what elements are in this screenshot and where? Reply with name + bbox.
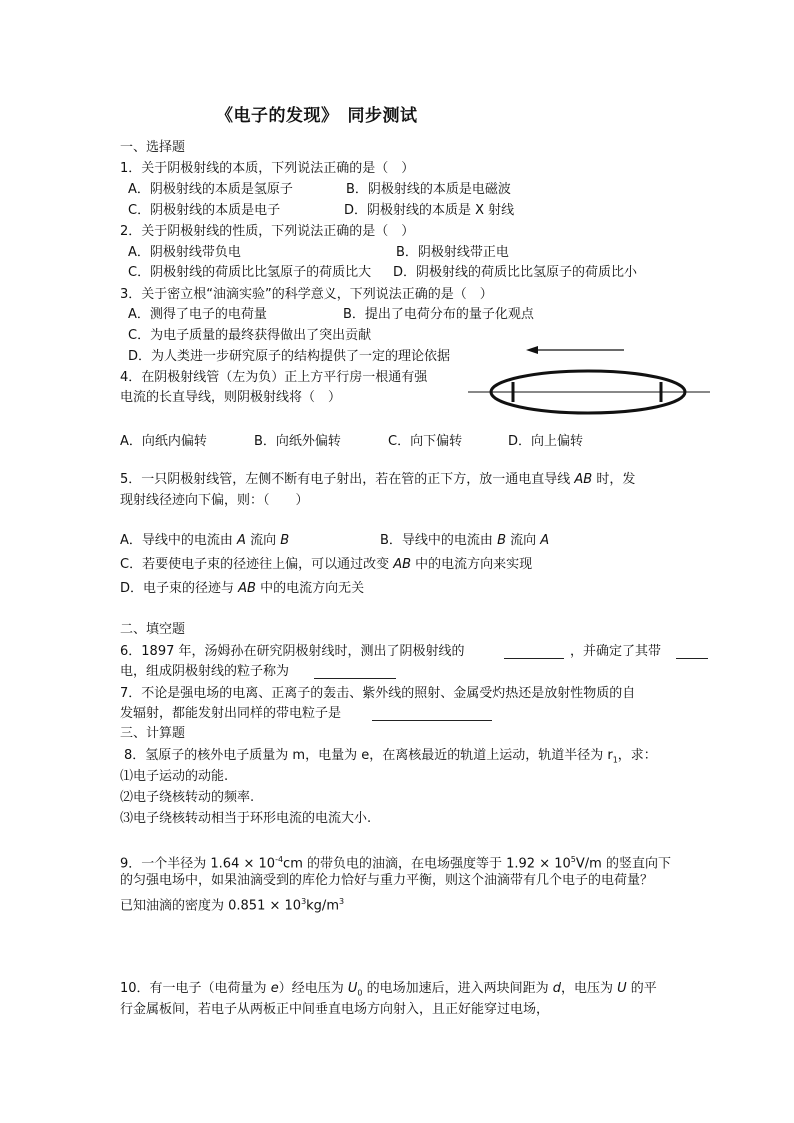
q9-text: V/m 的竖直向下 xyxy=(575,856,671,872)
q10-text: ）经电压为 xyxy=(278,981,348,996)
q10-text: 10．有一电子（电荷量为 xyxy=(120,981,271,996)
q5-d-text: 中的电流方向无关 xyxy=(255,581,365,596)
q5-option-b[interactable] xyxy=(380,531,549,551)
q10-line2: 行金属板间，若电子从两板正中间垂直电场方向射入，且正好能穿过电场， xyxy=(120,1002,550,1017)
q1-option-c[interactable]: C．阴极射线的本质是电子 xyxy=(128,203,281,218)
q5-b-from: B xyxy=(497,533,506,548)
q2-option-c[interactable]: C．阴极射线的荷质比比氢原子的荷质比大 xyxy=(128,265,372,280)
q1-option-a[interactable]: A．阴极射线的本质是氢原子 xyxy=(128,182,293,197)
q5-a-text: 流向 xyxy=(245,533,281,548)
q7-line2: 发辐射，都能发射出同样的带电粒子是 xyxy=(120,706,342,721)
q4-option-d[interactable]: D．向上偏转 xyxy=(508,434,584,449)
section-heading-choice: 一、选择题 xyxy=(120,140,186,155)
q1-option-b[interactable]: B．阴极射线的本质是电磁波 xyxy=(346,182,511,197)
q10-text: 的平 xyxy=(626,981,657,996)
q10-text: ，电压为 xyxy=(560,981,618,996)
q5-stem-line2: 现射线径迹向下偏，则：（ ） xyxy=(120,493,309,508)
q5-a-from: A xyxy=(237,533,246,548)
q2-option-b[interactable]: B．阴极射线带正电 xyxy=(396,245,509,260)
section-heading-fill: 二、填空题 xyxy=(120,622,186,637)
q3-option-c[interactable]: C．为电子质量的最终获得做出了突出贡献 xyxy=(128,328,372,343)
q9-exponent: 3 xyxy=(338,897,345,906)
q5-a-to: B xyxy=(280,533,290,548)
q10-symbol: U xyxy=(347,981,358,996)
q8-stem-text: 8．氢原子的核外电子质量为 m，电量为 e，在离核最近的轨道上运动，轨道半径为 r xyxy=(124,748,613,763)
q5-c-text: C．若要使电子束的径迹往上偏，可以通过改变 xyxy=(120,557,394,572)
q6-line1-text: 6．1897 年，汤姆孙在研究阴极射线时，测出了阴极射线的 xyxy=(120,644,465,659)
q5-option-c[interactable] xyxy=(120,555,532,575)
q9-line3 xyxy=(120,892,344,916)
q5-c-wire: AB xyxy=(393,557,412,572)
current-arrow-icon xyxy=(526,346,538,354)
q8-stem-text: ，求： xyxy=(617,748,657,763)
section-heading-calc: 三、计算题 xyxy=(120,726,186,741)
q2-option-d[interactable]: D．阴极射线的荷质比比氢原子的荷质比小 xyxy=(393,265,638,280)
q5-option-d[interactable] xyxy=(120,579,364,599)
q10-symbol: d xyxy=(552,981,561,996)
q4-option-b[interactable]: B．向纸外偏转 xyxy=(254,434,341,449)
cathode-ray-tube-diagram xyxy=(466,340,714,416)
q5-d-wire: AB xyxy=(238,581,256,596)
q5-b-text: B．导线中的电流由 xyxy=(380,533,498,548)
q5-stem-line1 xyxy=(120,470,635,490)
q5-b-to: A xyxy=(540,533,550,548)
q9-exponent: 3 xyxy=(301,897,307,906)
q9-text: cm 的带负电的油滴，在电场强度等于 1.92 × 10 xyxy=(283,856,571,872)
q6-blank-3[interactable] xyxy=(314,664,396,679)
q9-text: kg/m xyxy=(306,898,339,914)
q8-radius-subscript: 1 xyxy=(612,755,618,765)
q5-option-a[interactable] xyxy=(120,531,289,551)
q10-symbol: U xyxy=(617,981,627,996)
q9-exponent: 5 xyxy=(570,855,576,864)
q4-stem-line1: 4．在阴极射线管（左为负）正上方平行房一根通有强 xyxy=(120,370,428,385)
q3-option-b[interactable]: B．提出了电荷分布的量子化观点 xyxy=(343,307,534,322)
q9-text: 已知油滴的密度为 0.851 × 10 xyxy=(120,898,302,914)
q10-symbol: e xyxy=(270,981,279,996)
q1-option-d[interactable]: D．阴极射线的本质是 X 射线 xyxy=(344,203,515,218)
q6-line1-mid: ，并确定了其带 xyxy=(570,644,662,659)
q4-option-c[interactable]: C．向下偏转 xyxy=(388,434,463,449)
q5-a-text: A．导线中的电流由 xyxy=(120,533,238,548)
q10-subscript: 0 xyxy=(357,988,363,998)
q7-blank[interactable] xyxy=(372,706,492,721)
q9-text: 9．一个半径为 1.64 × 10 xyxy=(120,856,276,872)
q9-line2: 的匀强电场中，如果油滴受到的库伦力恰好与重力平衡，则这个油滴带有几个电子的电荷量？ xyxy=(120,873,654,888)
q3-option-a[interactable]: A．测得了电子的电荷量 xyxy=(128,307,267,322)
q5-text: 5．一只阴极射线管，左侧不断有电子射出，若在管的正下方，放一通电直导线 xyxy=(120,472,575,487)
q6-line2-text: 电，组成阴极射线的粒子称为 xyxy=(120,664,290,679)
q8-part-3: ⑶电子绕核转动相当于环形电流的电流大小. xyxy=(120,811,372,826)
q7-line1: 7．不论是强电场的电离、正离子的轰击、紫外线的照射、金属受灼热还是放射性物质的自 xyxy=(120,686,636,701)
q2-option-a[interactable]: A．阴极射线带负电 xyxy=(128,245,241,260)
q3-stem: 3．关于密立根“油滴实验”的科学意义，下列说法正确的是（ ） xyxy=(120,287,493,302)
q8-part-1: ⑴电子运动的动能. xyxy=(120,769,229,784)
page-title: 《电子的发现》 同步测试 xyxy=(216,106,418,126)
q5-text: 时，发 xyxy=(592,472,636,487)
q8-part-2: ⑵电子绕核转动的频率. xyxy=(120,790,255,805)
q6-blank-1[interactable] xyxy=(504,644,564,659)
q9-exponent: -4 xyxy=(275,855,284,864)
q10-text: 的电场加速后，进入两块间距为 xyxy=(362,981,553,996)
q3-option-d[interactable]: D．为人类进一步研究原子的结构提供了一定的理论依据 xyxy=(128,349,451,364)
q5-wire-label: AB xyxy=(574,472,593,487)
q5-b-text: 流向 xyxy=(505,533,541,548)
q4-stem-line2: 电流的长直导线，则阴极射线将（ ） xyxy=(120,390,342,405)
q2-stem: 2．关于阴极射线的性质，下列说法正确的是（ ） xyxy=(120,224,415,239)
q1-stem: 1．关于阴极射线的本质，下列说法正确的是（ ） xyxy=(120,161,415,176)
q6-blank-2[interactable] xyxy=(676,644,708,659)
q4-option-a[interactable]: A．向纸内偏转 xyxy=(120,434,207,449)
q5-c-text: 中的电流方向来实现 xyxy=(411,557,533,572)
q5-d-text: D．电子束的径迹与 xyxy=(120,581,239,596)
